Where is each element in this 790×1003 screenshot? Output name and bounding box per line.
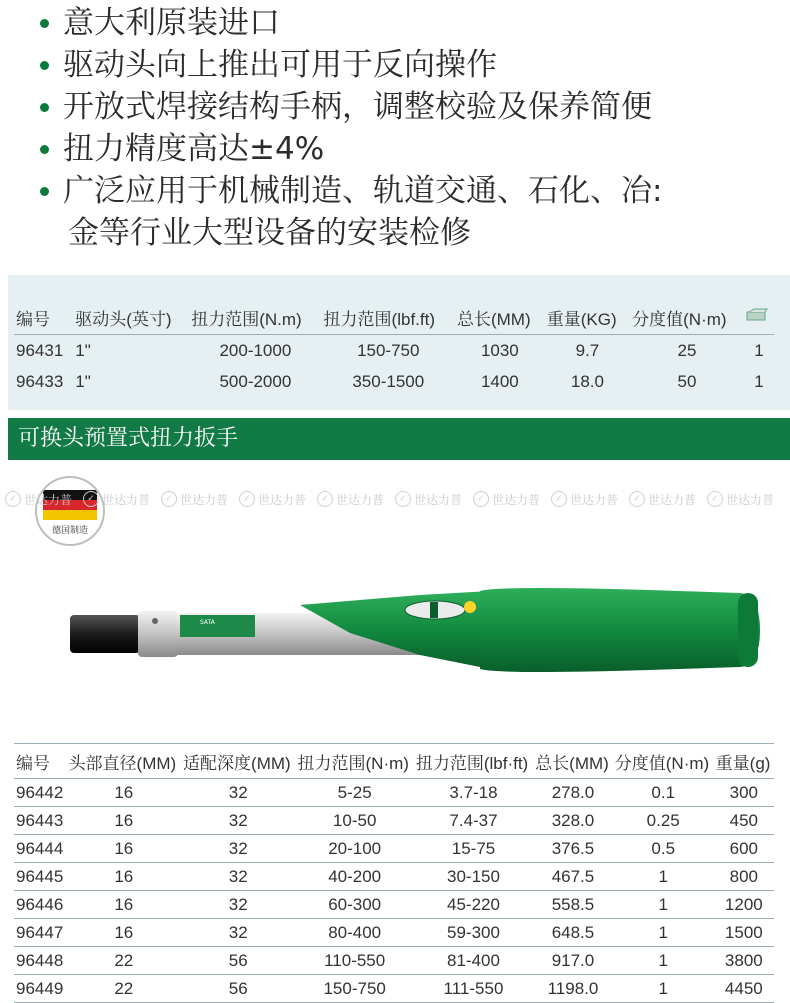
bullet-icon (40, 103, 49, 112)
cell: 5-25 (296, 779, 414, 807)
cell: 30-150 (414, 863, 533, 891)
cell: 16 (67, 835, 181, 863)
watermark (239, 488, 311, 510)
watermark (5, 488, 77, 510)
watermark-logo-icon: ✓ (83, 491, 99, 507)
feature-item: 开放式焊接结构手柄，调整校验及保养简便 (38, 86, 738, 128)
cell: 150-750 (296, 975, 414, 1003)
cell: 1" (75, 340, 91, 360)
watermark (473, 488, 545, 510)
watermark-logo-icon: ✓ (707, 491, 723, 507)
cell: 1" (75, 371, 91, 391)
cell: 96449 (14, 975, 67, 1003)
cell: 1 (613, 919, 714, 947)
table-row (14, 891, 774, 919)
col-header: 扭力范围(N·m) (296, 744, 414, 779)
cell: 50 (677, 371, 697, 391)
cell: 450 (714, 807, 774, 835)
cell: 96442 (14, 779, 67, 807)
cell: 56 (181, 947, 295, 975)
table-row (14, 366, 774, 397)
cell: 4450 (714, 975, 774, 1003)
cell: 1 (613, 863, 714, 891)
cell: 1 (613, 891, 714, 919)
watermark-text: 世达力普 (258, 492, 307, 507)
wrench-brand-label: SATA (200, 619, 215, 626)
col-header: 总长(MM) (533, 744, 613, 779)
cell: 16 (67, 919, 181, 947)
watermark-text: 世达力普 (24, 492, 73, 507)
cell: 917.0 (533, 947, 613, 975)
box-icon (744, 300, 774, 335)
cell: 0.1 (613, 779, 714, 807)
cell: 80-400 (296, 919, 414, 947)
col-header: 扭力范围(lbf·ft) (414, 744, 533, 779)
cell: 96431 (16, 340, 64, 360)
watermark (707, 488, 779, 510)
cell: 467.5 (533, 863, 613, 891)
cell: 500-2000 (219, 371, 292, 391)
cell: 32 (181, 863, 295, 891)
cell: 200-1000 (219, 340, 292, 360)
cell: 111-550 (414, 975, 533, 1003)
watermark-strip (5, 488, 790, 510)
cell: 558.5 (533, 891, 613, 919)
cell: 3.7-18 (414, 779, 533, 807)
feature-item: 意大利原装进口 (38, 2, 738, 44)
cell: 32 (181, 807, 295, 835)
watermark-text: 世达力普 (648, 492, 697, 507)
watermark-logo-icon: ✓ (629, 491, 645, 507)
cell: 648.5 (533, 919, 613, 947)
badge-label: 德国制造 (51, 526, 88, 536)
cell: 1198.0 (533, 975, 613, 1003)
cell: 16 (67, 863, 181, 891)
torque-wrench-image (60, 585, 760, 675)
flag-stripe-gold (43, 510, 97, 520)
watermark (317, 488, 389, 510)
cell: 150-750 (357, 340, 420, 360)
table-row (14, 919, 774, 947)
cell: 18.0 (570, 371, 604, 391)
watermark-text: 世达力普 (336, 492, 385, 507)
cell: 1030 (480, 340, 519, 360)
cell: 60-300 (296, 891, 414, 919)
bullet-icon (40, 19, 49, 28)
bullet-icon (40, 187, 49, 196)
spec-table-1 (14, 300, 774, 397)
cell: 278.0 (533, 779, 613, 807)
cell: 1 (754, 340, 764, 360)
cell: 96448 (14, 947, 67, 975)
section-title: 可换头预置式扭力扳手 (18, 426, 239, 451)
table-header-row (14, 744, 774, 779)
cell: 96433 (16, 371, 64, 391)
cell: 96445 (14, 863, 67, 891)
cell: 96443 (14, 807, 67, 835)
col-header: 重量(KG) (545, 300, 630, 335)
cell: 10-50 (296, 807, 414, 835)
cell: 15-75 (414, 835, 533, 863)
cell: 300 (714, 779, 774, 807)
cell: 32 (181, 891, 295, 919)
cell: 1 (613, 947, 714, 975)
col-header: 头部直径(MM) (67, 744, 181, 779)
feature-list (38, 2, 738, 254)
cell: 32 (181, 835, 295, 863)
col-header: 编号 (14, 744, 67, 779)
cell: 16 (67, 807, 181, 835)
col-header: 扭力范围(N.m) (189, 300, 321, 335)
made-in-germany-badge (35, 476, 105, 546)
watermark-text: 世达力普 (414, 492, 463, 507)
watermark-logo-icon: ✓ (161, 491, 177, 507)
cell: 0.5 (613, 835, 714, 863)
watermark (395, 488, 467, 510)
table-header-row (14, 300, 774, 335)
watermark-logo-icon: ✓ (395, 491, 411, 507)
cell: 32 (181, 919, 295, 947)
cell: 350-1500 (352, 371, 425, 391)
feature-item: 扭力精度高达±4% (38, 128, 738, 170)
watermark-text: 世达力普 (726, 492, 775, 507)
cell: 600 (714, 835, 774, 863)
watermark-text: 世达力普 (102, 492, 151, 507)
col-header: 适配深度(MM) (181, 744, 295, 779)
cell: 59-300 (414, 919, 533, 947)
watermark-logo-icon: ✓ (5, 491, 21, 507)
table-row (14, 807, 774, 835)
watermark-logo-icon: ✓ (239, 491, 255, 507)
cell: 22 (67, 947, 181, 975)
cell: 0.25 (613, 807, 714, 835)
cell: 96446 (14, 891, 67, 919)
watermark (629, 488, 701, 510)
col-header: 总长(MM) (455, 300, 545, 335)
watermark-logo-icon: ✓ (317, 491, 333, 507)
cell: 96447 (14, 919, 67, 947)
cell: 32 (181, 779, 295, 807)
watermark (551, 488, 623, 510)
col-header: 驱动头(英寸) (73, 300, 189, 335)
watermark-text: 世达力普 (570, 492, 619, 507)
col-header: 重量(g) (714, 744, 774, 779)
cell: 328.0 (533, 807, 613, 835)
col-header: 扭力范围(lbf.ft) (322, 300, 455, 335)
table-row (14, 835, 774, 863)
cell: 16 (67, 891, 181, 919)
watermark-logo-icon: ✓ (473, 491, 489, 507)
table-row (14, 947, 774, 975)
feature-item-continuation: 金等行业大型设备的安装检修 (68, 215, 471, 251)
col-header: 编号 (14, 300, 73, 335)
col-header: 分度值(N·m) (630, 300, 744, 335)
watermark-text: 世达力普 (180, 492, 229, 507)
watermark-text: 世达力普 (492, 492, 541, 507)
table-body (14, 779, 774, 1003)
cell: 1 (754, 371, 764, 391)
feature-item: 驱动头向上推出可用于反向操作 (38, 44, 738, 86)
bullet-icon (40, 61, 49, 70)
cell: 45-220 (414, 891, 533, 919)
spec-table-2 (14, 743, 774, 1003)
watermark-logo-icon: ✓ (551, 491, 567, 507)
cell: 3800 (714, 947, 774, 975)
cell: 16 (67, 779, 181, 807)
feature-item: 广泛应用于机械制造、轨道交通、石化、冶: (38, 170, 738, 212)
watermark (83, 488, 155, 510)
cell: 40-200 (296, 863, 414, 891)
cell: 22 (67, 975, 181, 1003)
cell: 800 (714, 863, 774, 891)
cell: 376.5 (533, 835, 613, 863)
cell: 20-100 (296, 835, 414, 863)
cell: 9.7 (575, 340, 600, 360)
watermark (161, 488, 233, 510)
table-row (14, 863, 774, 891)
cell: 7.4-37 (414, 807, 533, 835)
cell: 1400 (480, 371, 519, 391)
cell: 1500 (714, 919, 774, 947)
cell: 1 (613, 975, 714, 1003)
bullet-icon (40, 145, 49, 154)
cell: 1200 (714, 891, 774, 919)
col-header: 分度值(N·m) (613, 744, 714, 779)
cell: 56 (181, 975, 295, 1003)
table-row (14, 779, 774, 807)
table-row (14, 975, 774, 1003)
section-title-band (8, 418, 790, 460)
cell: 110-550 (296, 947, 414, 975)
cell: 81-400 (414, 947, 533, 975)
cell: 25 (677, 340, 697, 360)
table-row (14, 335, 774, 367)
cell: 96444 (14, 835, 67, 863)
